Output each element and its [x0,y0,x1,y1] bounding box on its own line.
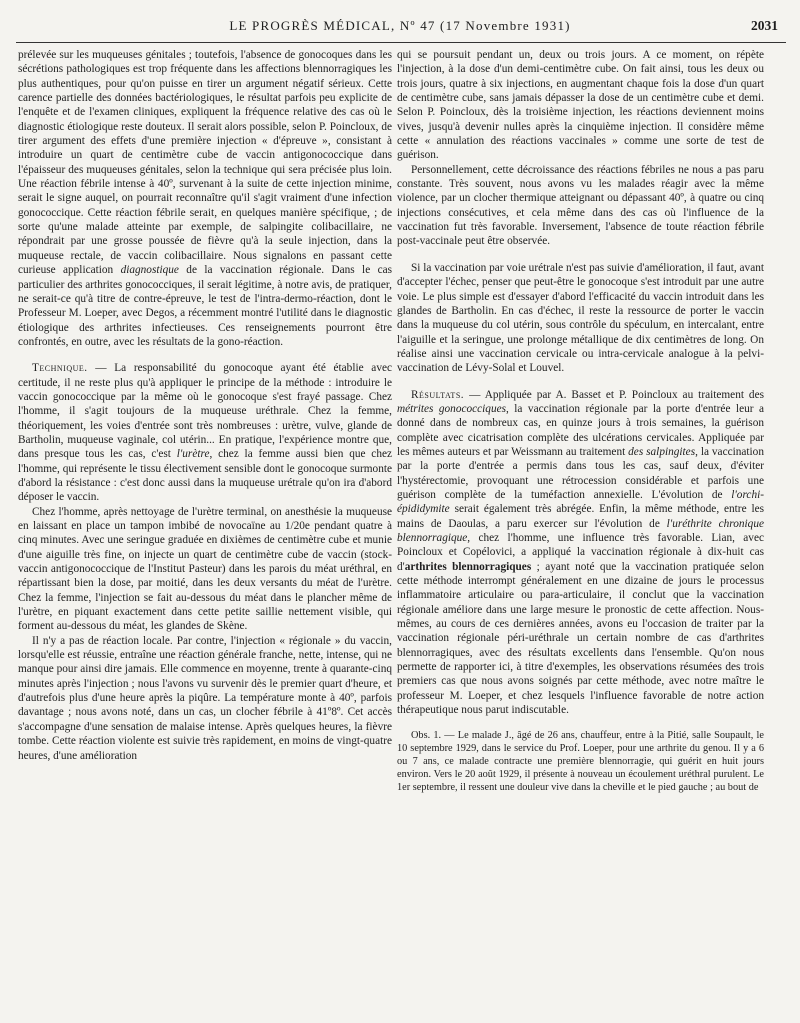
page-header [0,18,800,38]
paragraph: Il n'y a pas de réaction locale. Par contre, l'injection « régionale » du vaccin, lorsqu'elle est réussie, entraîne une réaction générale franche, nette, intense, qui ne manque pour ainsi dire jamais. Elle commence en moyenne, trente à quarante-cinq minutes après l'injection ; nous l'avons vu survenir dès le premier quart d'heure, et d'autrefois plus d'une heure après la piqûre. La température monte à 40º, parfois davantage ; nous avons noté, dans un cas, un clocher fébrile à 41º8º. Cet accès s'accompagne d'une sensation de malaise intense. Après quelques heures, la fièvre tombe. Cette réaction violente est suivie très rapidement, en moins de vingt-quatre heures, d'une amélioration [18,634,392,762]
paragraph: Chez l'homme, après nettoyage de l'urètre terminal, on anesthésie la muqueuse en laissant en place un tampon imbibé de novocaïne au 1/20e pendant quatre à cinq minutes. Avec une seringue graduée en dixièmes de centimètre cube et munie d'une aiguille très fine, on injecte un quart de centimètre cube de vaccin (stock-vaccin antigonococcique de l'Institut Pasteur) dans les parois du méat uréthral, en répartissant bien la dose, par moitié, dans les deux versants du méat de l'urètre. Chez la femme, l'injection se fait au-dessous du méat dans le plancher même de l'urètre, en piquant exactement dans cette petite saillie nettement visible, qui forment au-dessous du méat, les glandes de Skène. [18,505,392,633]
header-rule [16,42,786,43]
technique-paragraph: Technique. — La responsabilité du gonocoque ayant été établie avec certitude, il ne reste plus qu'à appliquer le principe de la méthode : introduire le vaccin gonococcique par la même où le gonocoque s'est frayé passage. Chez l'homme, il s'agit toujours de la muqueuse uréthrale. Chez la femme, théoriquement, les voies d'entrée sont très nombreuses : urètre, vulve, glande de Bartholin, muqueuse vaginale, col utérin... En pratique, l'expérience montre que, dans presque tous les cas, c'est l'urètre, chez la femme aussi bien que chez l'homme, qui représente le tissu électivement sensible dont le gonocoque surmonte d'abord la résistance : c'est donc aussi dans la muqueuse urétrale qu'on ira d'abord déposer le vaccin. [18,362,392,504]
left-column [18,48,392,763]
resultats-paragraph: Résultats. — Appliquée par A. Basset et P. Poincloux au traitement des métrites gonococciques, la vaccination régionale par la porte d'entrée leur a donné dans de nombreux cas, en quinze jours à trois semaines, la guérison complète avec cicatrisation complète des ulcérations cervicales. Appliquée par les mêmes auteurs et par Weissmann au traitement des salpingites, la vaccination par la porte d'entrée a permis dans tous les cas, sauf deux, d'éviter l'hystérectomie, provoquant une rétrocession considérable et parfois une guérison complète de la tuméfaction annexielle. L'évolution de l'orchi-épididymite serait également très abrégée. Enfin, la même méthode, entre les mains de Daoulas, a paru exercer sur l'évolution de l'uréthrite chronique blennorragique, chez l'homme, une influence très favorable. Lian, avec Poincloux et Copélovici, a appliqué la vaccination régionale à dix-huit cas d'arthrites blennorragiques ; ayant noté que la vaccination pratiquée selon cette méthode interrompt généralement en une dizaine de jours le processus inflammatoire articulaire ou para-articulaire, il conclut que la vaccination régionale améliore dans une large mesure le pronostic de cette affection. Nous-mêmes, au cours de ces dernières années, avons eu l'occasion de traiter par la vaccination régionale péri-uréthrale un certain nombre de cas d'arthrites blennorragiques, avec des résultats excellents dans l'ensemble. Qu'on nous permette de rapporter ici, à titre d'exemples, les observations résumées des trois premiers cas que nous avons soignés par cette méthode, avec notre maître le professeur M. Loeper, et chez lesquels l'influence favorable de notre action thérapeutique nous parut indiscutable. [397,388,764,717]
paragraph: Personnellement, cette décroissance des réactions fébriles ne nous a pas paru constante. Très souvent, nous avons vu les malades réagir avec la même violence, par un clocher thermique atteignant ou dépassant 40º, à quatre ou cinq injections consécutives, et cela même dans des cas où l'influence de la vaccination fut très favorable. Inversement, l'absence de toute réaction fébrile post-vaccinale peut être observée. [397,163,764,248]
page-number: 2031 [751,18,778,33]
paragraph: qui se poursuit pendant un, deux ou trois jours. A ce moment, on répète l'injection, à la dose d'un demi-centimètre cube. On fait ainsi, tous les deux ou trois jours, quatre à six injections, en augmentant chaque fois la dose d'un quart de centimètre cube, sans jamais dépasser la dose de un centimètre cube et demi. Selon P. Poincloux, dès la troisième injection, les réactions deviennent moins vives, jusqu'à devenir nulles après la cinquième injection. Il considère même cette « annulation des réactions vaccinales » comme une sorte de test de guérison. [397,49,764,162]
section-heading-resultats: Résultats. [411,388,465,401]
paragraph: prélevée sur les muqueuses génitales ; toutefois, l'absence de gonocoques dans les sécrétions pathologiques est trop fréquente dans les affections blennorragiques les plus authentiques, pour qu'on puisse en tirer un argument négatif sérieux. Cette carence partielle des données bactériologiques, le résultat parfois peu explicite de l'enquête et de l'examen cliniques, expliquent la fréquence relative des cas où le diagnostic étiologique reste douteux. Il serait alors possible, selon P. Poincloux, de tirer argument des effets d'une première injection « d'épreuve », consistant à introduire un quart de centimètre cube de vaccin antigonococcique dans l'épaisseur des muqueuses génitales, selon la technique qui sera précisée plus loin. Une réaction fébrile intense à 40º, survenant à la suite de cette injection minime, serait le signe auquel, on pourrait reconnaître qu'il s'agit vraiment d'une infection gonococcique. Cette réaction fébrile serait, en quelques manière spécifique, ; de sorte qu'une malade atteinte par exemple, de salpingite colibacillaire, ne répondrait par une grosse poussée de fièvre qu'à la seule injection, dans la muqueuse rectale, de vaccin colibacillaire. Nous signalons en passant cette curieuse application diagnostique de la vaccination régionale. Dans le cas particulier des arthrites gonococciques, il serait légitime, à notre avis, de pratiquer, ne serait-ce qu'à titre de contre-épreuve, le test de l'intra-dermo-réaction, dont le Professeur M. Loeper, avec Degos, a récemment montré l'utilité dans le diagnostic étiologique des arthrites infectieuses. Ces renseignements pourront être confrontés, en outre, avec les résultats de la gono-réaction. [18,49,393,348]
section-heading-technique: Technique. [32,362,88,375]
paragraph: Si la vaccination par voie urétrale n'est pas suivie d'amélioration, il faut, avant d'accepter l'échec, penser que peut-être le gonocoque s'est introduit par une autre voie. Le plus simple est d'essayer d'abord l'efficacité du vaccin introduit dans les glandes de Bartholin. En cas d'échec, il reste la ressource de porter le vaccin dans la muqueuse du col utérin, sous contrôle du spéculum, en intercalant, entre l'aiguille et la seringue, une prolonge métallique de dix centimètres de long. On réalise ainsi une vaccination cervicale ou intra-cervicale analogue à la pelvi-vaccination de Lévy-Solal et Louvel. [397,261,764,375]
journal-title: LE PROGRÈS MÉDICAL, Nº 47 (17 Novembre 1931) [229,18,571,33]
right-column [397,48,764,794]
observation-note: Obs. 1. — Le malade J., âgé de 26 ans, chauffeur, entre à la Pitié, salle Soupault, le 10 septembre 1929, dans le service du Prof. Loeper, pour une arthrite du genou. Il y a 6 ou 7 ans, ce malade contracte une première blennorragie, qui guérit en huit jours environ. Vers le 20 août 1929, il présente à nouveau un écoulement uréthral purulent. Le 1er septembre, il ressent une douleur vive dans la cheville et le pied gauche ; au bout de [397,730,764,794]
